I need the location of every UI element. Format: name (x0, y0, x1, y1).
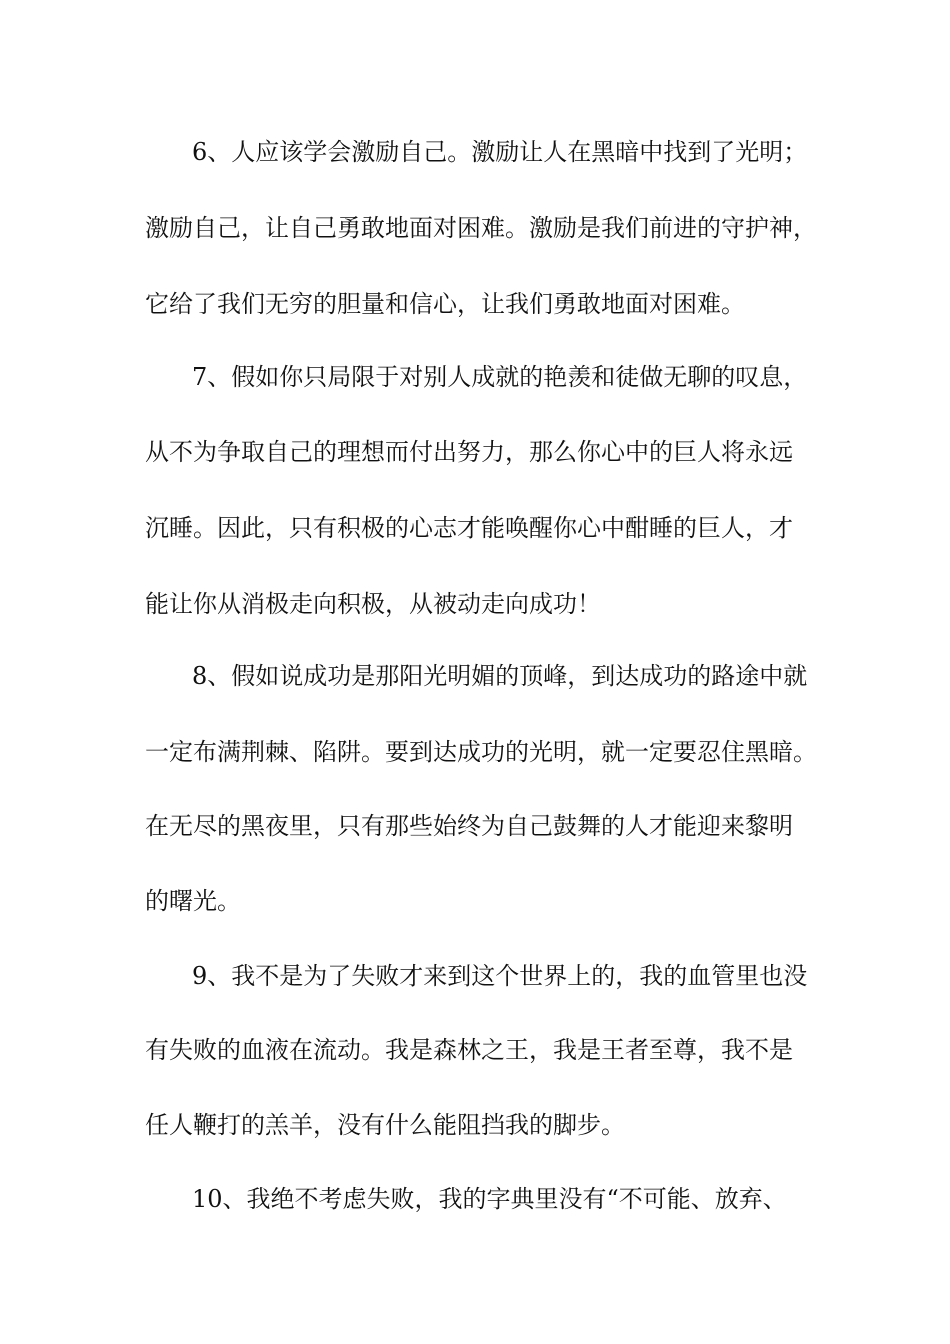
paragraph-9-line-2: 有失败的血液在流动。我是森林之王，我是王者至尊，我不是 (145, 1036, 793, 1064)
paragraph-7-line-1: 7、假如你只局限于对别人成就的艳羡和徒做无聊的叹息， (192, 363, 808, 391)
paragraph-9-line-3: 任人鞭打的羔羊，没有什么能阻挡我的脚步。 (145, 1111, 625, 1139)
paragraph-6-line-1: 6、人应该学会激励自己。激励让人在黑暗中找到了光明； (192, 138, 808, 166)
paragraph-10-line-1: 10、我绝不考虑失败，我的字典里没有“不可能、放弃、 (192, 1185, 787, 1213)
paragraph-8-line-1: 8、假如说成功是那阳光明媚的顶峰，到达成功的路途中就 (192, 662, 808, 690)
paragraph-6-line-3: 它给了我们无穷的胆量和信心，让我们勇敢地面对困难。 (145, 290, 745, 318)
paragraph-7-line-2: 从不为争取自己的理想而付出努力，那么你心中的巨人将永远 (145, 438, 793, 466)
paragraph-8-line-3: 在无尽的黑夜里，只有那些始终为自己鼓舞的人才能迎来黎明 (145, 812, 793, 840)
paragraph-7-line-4: 能让你从消极走向积极，从被动走向成功！ (145, 590, 601, 618)
paragraph-7-line-3: 沉睡。因此，只有积极的心志才能唤醒你心中酣睡的巨人，才 (145, 514, 793, 542)
paragraph-6-line-2: 激励自己，让自己勇敢地面对困难。激励是我们前进的守护神， (145, 214, 817, 242)
paragraph-9-line-1: 9、我不是为了失败才来到这个世界上的，我的血管里也没 (192, 962, 808, 990)
paragraph-8-line-2: 一定布满荆棘、陷阱。要到达成功的光明，就一定要忍住黑暗。 (145, 738, 817, 766)
paragraph-8-line-4: 的曙光。 (145, 887, 241, 915)
